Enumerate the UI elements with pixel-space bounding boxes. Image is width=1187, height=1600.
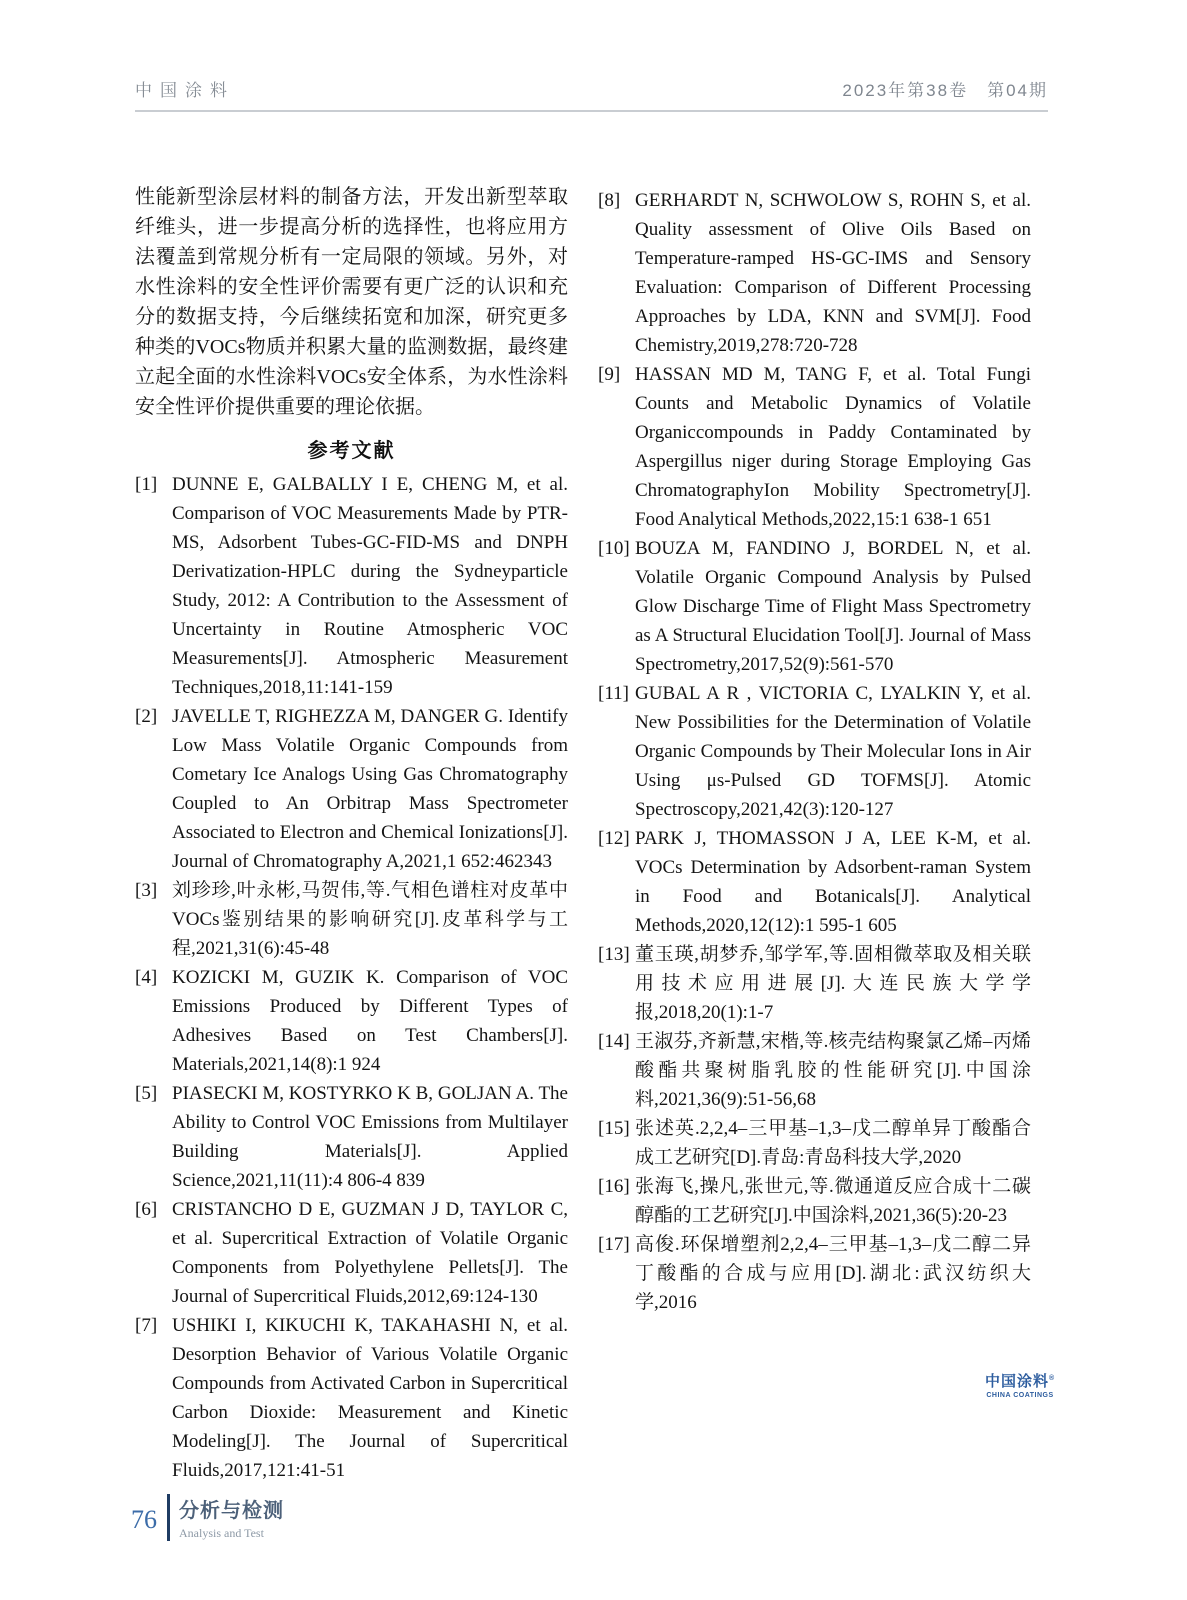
issue-info: 2023年第38卷 第04期 xyxy=(842,81,1048,100)
reference-item xyxy=(135,702,568,876)
reference-item xyxy=(598,940,1031,1027)
left-column xyxy=(135,182,568,1485)
reference-item xyxy=(135,876,568,963)
reference-text: BOUZA M, FANDINO J, BORDEL N, et al. Volatile Organic Compound Analysis by Pulsed Glow Discharge Time of Flight Mass Spectrometry as A Structural Elucidation Tool[J]. Journal of Mass Spectrometry,2017,52(9):561-570 xyxy=(635,538,1031,675)
section-title-cn: 分析与检测 xyxy=(179,1500,284,1522)
reference-text: 刘珍珍,叶永彬,马贺伟,等.气相色谱柱对皮革中VOCs鉴别结果的影响研究[J].皮革科学与工程,2021,31(6):45-48 xyxy=(172,880,568,959)
reference-text: HASSAN MD M, TANG F, et al. Total Fungi Counts and Metabolic Dynamics of Volatile Organiccompounds in Paddy Contaminated by Aspergillus niger during Storage Employing Gas ChromatographyIon Mobility Spectrometry[J]. Food Analytical Methods,2022,15:1 638-1 651 xyxy=(635,364,1031,530)
logo-name-cn-text: 中国涂料 xyxy=(985,1373,1050,1390)
registered-mark: ® xyxy=(1049,1375,1056,1382)
reference-text: PARK J, THOMASSON J A, LEE K-M, et al. VOCs Determination by Adsorbent-raman System in Food and Botanicals[J]. Analytical Methods,2020,12(12):1 595-1 605 xyxy=(635,828,1031,936)
reference-item xyxy=(135,1311,568,1485)
reference-item xyxy=(135,963,568,1079)
reference-text: CRISTANCHO D E, GUZMAN J D, TAYLOR C, et al. Supercritical Extraction of Volatile Organic Components from Polyethylene Pellets[J]. The Journal of Supercritical Fluids,2012,69:124-130 xyxy=(172,1199,568,1307)
reference-label: [17] xyxy=(598,1234,630,1255)
page-footer xyxy=(131,1494,284,1541)
footer-divider-bar xyxy=(167,1494,170,1541)
reference-label: [7] xyxy=(135,1315,158,1336)
reference-label: [6] xyxy=(135,1199,158,1220)
closing-paragraph: 性能新型涂层材料的制备方法，开发出新型萃取纤维头，进一步提高分析的选择性，也将应用方法覆盖到常规分析有一定局限的领域。另外，对水性涂料的安全性评价需要有更广泛的认识和充分的数据支持，今后继续拓宽和加深，研究更多种类的VOCs物质并积累大量的监测数据，最终建立起全面的水性涂料VOCs安全体系，为水性涂料安全性评价提供重要的理论依据。 xyxy=(135,186,568,418)
reference-item xyxy=(135,1079,568,1195)
logo-name-en: CHINA COATINGS xyxy=(986,1392,1054,1399)
reference-label: [8] xyxy=(598,190,621,211)
reference-item xyxy=(598,679,1031,824)
reference-text: 董玉瑛,胡梦乔,邹学军,等.固相微萃取及相关联用技术应用进展[J].大连民族大学学报,2018,20(1):1-7 xyxy=(635,944,1031,1023)
reference-text: GUBAL A R , VICTORIA C, LYALKIN Y, et al. New Possibilities for the Determination of Volatile Organic Compounds by Their Molecular Ions in Air Using μs-Pulsed GD TOFMS[J]. Atomic Spectroscopy,2021,42(3):120-127 xyxy=(635,683,1031,820)
reference-label: [15] xyxy=(598,1118,630,1139)
page-header xyxy=(135,76,1048,112)
reference-label: [4] xyxy=(135,967,158,988)
reference-label: [16] xyxy=(598,1176,630,1197)
reference-text: 张海飞,操凡,张世元,等.微通道反应合成十二碳醇酯的工艺研究[J].中国涂料,2021,36(5):20-23 xyxy=(635,1176,1031,1226)
reference-text: 张述英.2,2,4–三甲基–1,3–戊二醇单异丁酸酯合成工艺研究[D].青岛:青岛科技大学,2020 xyxy=(635,1118,1031,1168)
reference-item xyxy=(598,1172,1031,1230)
reference-label: [5] xyxy=(135,1083,158,1104)
reference-label: [13] xyxy=(598,944,630,965)
reference-item xyxy=(135,1195,568,1311)
reference-label: [2] xyxy=(135,706,158,727)
reference-item xyxy=(598,534,1031,679)
reference-text: 王淑芬,齐新慧,宋楷,等.核壳结构聚氯乙烯–丙烯酸酯共聚树脂乳胶的性能研究[J].中国涂料,2021,36(9):51-56,68 xyxy=(635,1031,1031,1110)
reference-item xyxy=(598,1230,1031,1317)
reference-item xyxy=(598,1114,1031,1172)
section-title xyxy=(179,1494,284,1541)
reference-label: [3] xyxy=(135,880,158,901)
reference-label: [9] xyxy=(598,364,621,385)
reference-label: [11] xyxy=(598,683,629,704)
reference-label: [10] xyxy=(598,538,630,559)
reference-label: [14] xyxy=(598,1031,630,1052)
section-title-en: Analysis and Test xyxy=(179,1526,264,1540)
reference-label: [12] xyxy=(598,828,630,849)
reference-item xyxy=(598,360,1031,534)
reference-text: JAVELLE T, RIGHEZZA M, DANGER G. Identify Low Mass Volatile Organic Compounds from Cometary Ice Analogs Using Gas Chromatography Coupled to An Orbitrap Mass Spectrometer Associated to Electron and Chemical Ionizations[J]. Journal of Chromatography A,2021,1 652:462343 xyxy=(172,706,568,872)
reference-text: PIASECKI M, KOSTYRKO K B, GOLJAN A. The Ability to Control VOC Emissions from Multilayer Building Materials[J]. Applied Science,2021,11(11):4 806-4 839 xyxy=(172,1083,568,1191)
reference-item xyxy=(598,824,1031,940)
right-column xyxy=(598,186,1031,1317)
reference-item xyxy=(598,1027,1031,1114)
publisher-logo xyxy=(985,1370,1055,1399)
reference-item xyxy=(598,186,1031,360)
references-list-left xyxy=(135,470,568,1485)
page-number: 76 xyxy=(131,1505,157,1534)
journal-name: 中国涂料 xyxy=(135,81,235,100)
reference-text: DUNNE E, GALBALLY I E, CHENG M, et al. Comparison of VOC Measurements Made by PTR-MS, Adsorbent Tubes-GC-FID-MS and DNPH Derivatization-HPLC during the Sydneyparticle Study, 2012: A Contribution to the Assessment of Uncertainty in Routine Atmospheric VOC Measurements[J]. Atmospheric Measurement Techniques,2018,11:141-159 xyxy=(172,474,568,698)
reference-text: 高俊.环保增塑剂2,2,4–三甲基–1,3–戊二醇二异丁酸酯的合成与应用[D].湖北:武汉纺织大学,2016 xyxy=(635,1234,1031,1313)
reference-item xyxy=(135,470,568,702)
references-list-right xyxy=(598,186,1031,1317)
logo-name-cn xyxy=(985,1370,1055,1391)
reference-text: GERHARDT N, SCHWOLOW S, ROHN S, et al. Quality assessment of Olive Oils Based on Temperature-ramped HS-GC-IMS and Sensory Evaluation: Comparison of Different Processing Approaches by LDA, KNN and SVM[J]. Food Chemistry,2019,278:720-728 xyxy=(635,190,1031,356)
references-heading: 参考文献 xyxy=(307,440,396,462)
reference-text: KOZICKI M, GUZIK K. Comparison of VOC Emissions Produced by Different Types of Adhesives Based on Test Chambers[J]. Materials,2021,14(8):1 924 xyxy=(172,967,568,1075)
reference-text: USHIKI I, KIKUCHI K, TAKAHASHI N, et al. Desorption Behavior of Various Volatile Organic Compounds from Activated Carbon in Supercritical Carbon Dioxide: Measurement and Kinetic Modeling[J]. The Journal of Supercritical Fluids,2017,121:41-51 xyxy=(172,1315,568,1481)
reference-label: [1] xyxy=(135,474,158,495)
